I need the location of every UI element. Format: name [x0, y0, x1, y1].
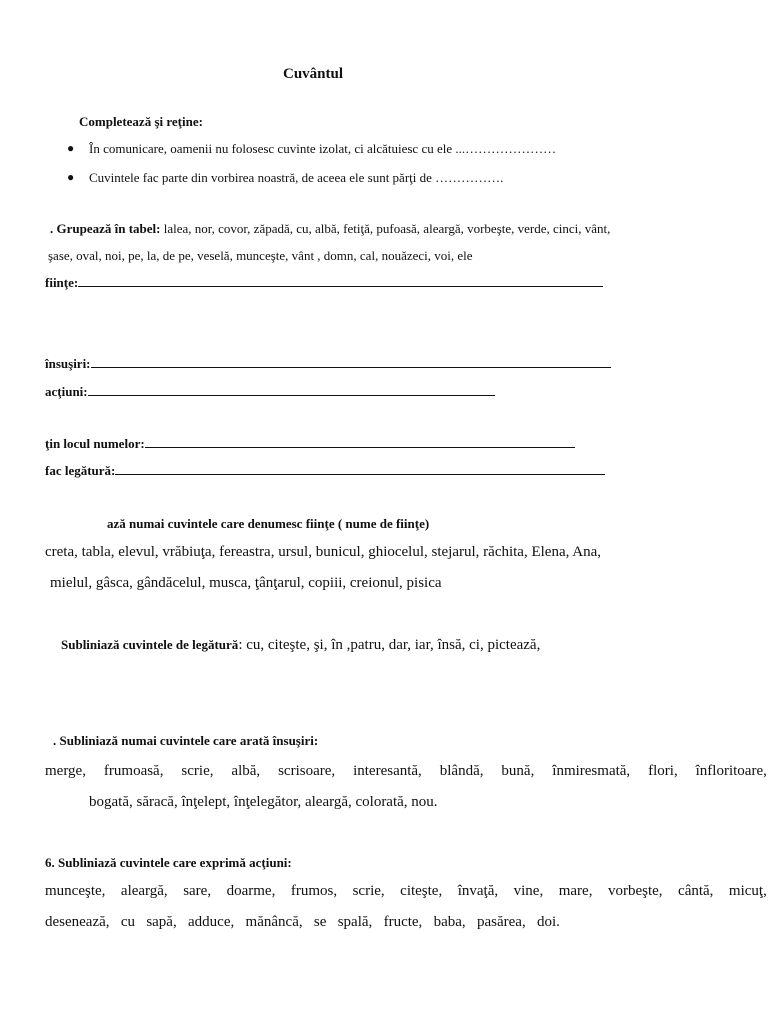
word: înmiresmată, [552, 763, 631, 779]
word: pasărea, [476, 914, 526, 930]
word: spală, [337, 914, 373, 930]
answer-blank[interactable] [91, 356, 611, 368]
bullet-icon: ● [67, 141, 75, 155]
section6-heading: 6. Subliniază cuvintele care exprimă acţiuni: [45, 855, 292, 870]
word: citeşte, [400, 883, 443, 899]
word: bună, [501, 763, 535, 779]
word: doarme, [226, 883, 276, 899]
word: cântă, [678, 883, 714, 899]
answer-blank[interactable] [78, 275, 603, 287]
answer-blank[interactable] [88, 384, 495, 396]
bullet-icon: ● [67, 170, 75, 184]
word: interesantă, [353, 763, 422, 779]
word: sare, [183, 883, 212, 899]
category-label: ţin locul numelor: [45, 436, 145, 451]
section5-heading: . Subliniază numai cuvintele care arată însuşiri: [53, 733, 319, 748]
section4-line [61, 637, 540, 654]
word: flori, [648, 763, 678, 779]
section4-heading: Subliniază cuvintele de legătură [61, 637, 239, 652]
word: vorbeşte, [607, 883, 663, 899]
word: învaţă, [457, 883, 499, 899]
category-label: fac legătură: [45, 463, 116, 478]
word: albă, [231, 763, 261, 779]
section1-bullet-1: În comunicare, oamenii nu folosesc cuvinte izolat, ci alcătuiesc cu ele ...………………… [89, 141, 557, 156]
word: doi. [537, 914, 560, 930]
section1-heading: Completează şi reţine: [79, 114, 203, 129]
word: adduce, [188, 914, 235, 930]
category-legatura [45, 463, 605, 479]
page-title: Cuvântul [283, 66, 344, 82]
word: sapă, [146, 914, 177, 930]
word: frumoasă, [103, 763, 164, 779]
section3-words-2: mielul, gâsca, gândăcelul, musca, ţânţarul, copiii, creionul, pisica [50, 575, 442, 591]
section5-words-2: bogată, săracă, înţelept, înţelegător, aleargă, colorată, nou. [89, 794, 438, 810]
section3-heading: ază numai cuvintele care denumesc fiinţe ( nume de fiinţe) [107, 516, 430, 531]
category-label: acţiuni: [45, 384, 88, 399]
category-actiuni [45, 384, 495, 400]
section6-words-2 [45, 914, 560, 931]
word: baba, [433, 914, 466, 930]
category-label: fiinţe: [45, 275, 79, 290]
word: merge, [45, 763, 86, 779]
category-insusiri [45, 356, 611, 372]
section5-words-1 [45, 763, 767, 780]
section2-words-2: şase, oval, noi, pe, la, de pe, veselă, munceşte, vânt , domn, cal, nouăzeci, voi, ele [48, 248, 473, 263]
section2-heading: . Grupează în tabel: [50, 221, 161, 236]
word: înfloritoare, [695, 763, 767, 779]
word: vine, [513, 883, 544, 899]
word: scrie, [181, 763, 214, 779]
word: aleargă, [120, 883, 168, 899]
word: mare, [558, 883, 593, 899]
word: scrie, [352, 883, 385, 899]
section4-words: : cu, citeşte, şi, în ,patru, dar, iar, însă, ci, pictează, [238, 637, 541, 653]
word: fructe, [383, 914, 423, 930]
word: se [313, 914, 327, 930]
section1-bullet-2: Cuvintele fac parte din vorbirea noastră, de aceea ele sunt părţi de ……………. [89, 170, 504, 185]
answer-blank[interactable] [115, 463, 605, 475]
answer-blank[interactable] [145, 436, 575, 448]
section6-words-1 [45, 883, 767, 900]
category-pronume [45, 436, 575, 452]
word: desenează, [45, 914, 110, 930]
word: munceşte, [45, 883, 106, 899]
category-fiinte [45, 275, 603, 291]
section3-words-1: creta, tabla, elevul, vrăbiuţa, fereastra, ursul, bunicul, ghiocelul, stejarul, răchita, Elena, Ana, [45, 544, 602, 560]
word: blândă, [439, 763, 484, 779]
word: scrisoare, [278, 763, 336, 779]
word: mănâncă, [245, 914, 303, 930]
word: cu [120, 914, 136, 930]
category-label: însuşiri: [45, 356, 91, 371]
word: frumos, [290, 883, 338, 899]
word: micuţ, [728, 883, 767, 899]
section2-line-1 [50, 221, 610, 237]
section2-words-1: lalea, nor, covor, zăpadă, cu, albă, fetiţă, pufoasă, aleargă, vorbeşte, verde, cinci, vânt, [160, 221, 611, 236]
